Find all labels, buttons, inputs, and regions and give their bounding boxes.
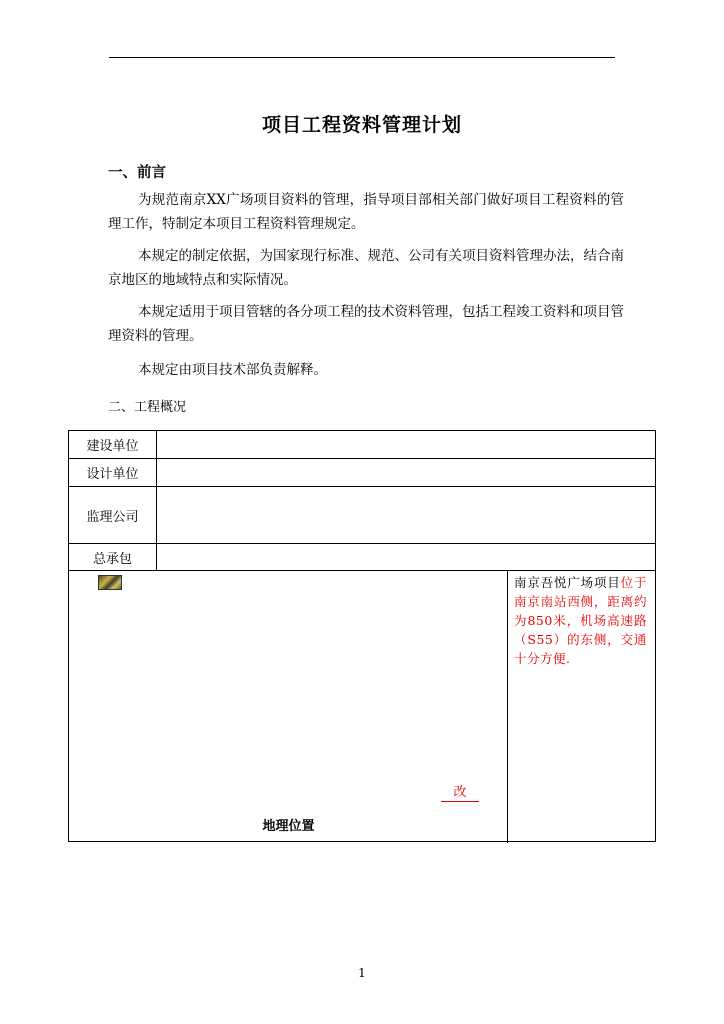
section-heading-overview: 二、工程概况 xyxy=(108,400,187,415)
row-label-client: 建设单位 xyxy=(69,431,157,458)
preface-paragraph-1: 为规范南京XX广场项目资料的管理，指导项目部相关部门做好项目工程资料的管理工作，特制定本项目工程资料管理规定。 xyxy=(108,192,624,232)
table-row-designer xyxy=(69,459,655,487)
map-caption: 地理位置 xyxy=(262,819,315,834)
map-image-icon xyxy=(98,575,122,590)
section-heading-preface: 一、前言 xyxy=(108,165,166,181)
row-label-supervisor: 监理公司 xyxy=(69,487,157,543)
location-description xyxy=(508,571,655,843)
preface-paragraph-4: 本规定由项目技术部负责解释。 xyxy=(138,362,327,378)
preface-paragraph-2: 本规定的制定依据，为国家现行标准、规范、公司有关项目资料管理办法，结合南京地区的地域特点和实际情况。 xyxy=(108,248,624,288)
preface-paragraph-3: 本规定适用于项目管辖的各分项工程的技术资料管理，包括工程竣工资料和项目管理资料的管理。 xyxy=(108,304,624,344)
location-description-detail: 位于南京南站西侧，距离约为850米，机场高速路（S55）的东侧，交通十分方便. xyxy=(514,575,647,666)
table-row-supervisor xyxy=(69,487,655,544)
header-rule xyxy=(109,57,615,58)
location-map-cell xyxy=(69,571,508,843)
project-overview-table xyxy=(68,430,656,842)
page-number: 1 xyxy=(358,966,366,980)
table-row-general-contractor xyxy=(69,544,655,571)
revision-mark: 改 xyxy=(441,785,479,802)
document-title: 项目工程资料管理计划 xyxy=(261,114,462,136)
table-row-client xyxy=(69,431,655,459)
row-label-designer: 设计单位 xyxy=(69,459,157,486)
row-label-general-contractor: 总承包 xyxy=(69,544,157,570)
location-description-project: 南京吾悦广场项目 xyxy=(514,575,621,590)
